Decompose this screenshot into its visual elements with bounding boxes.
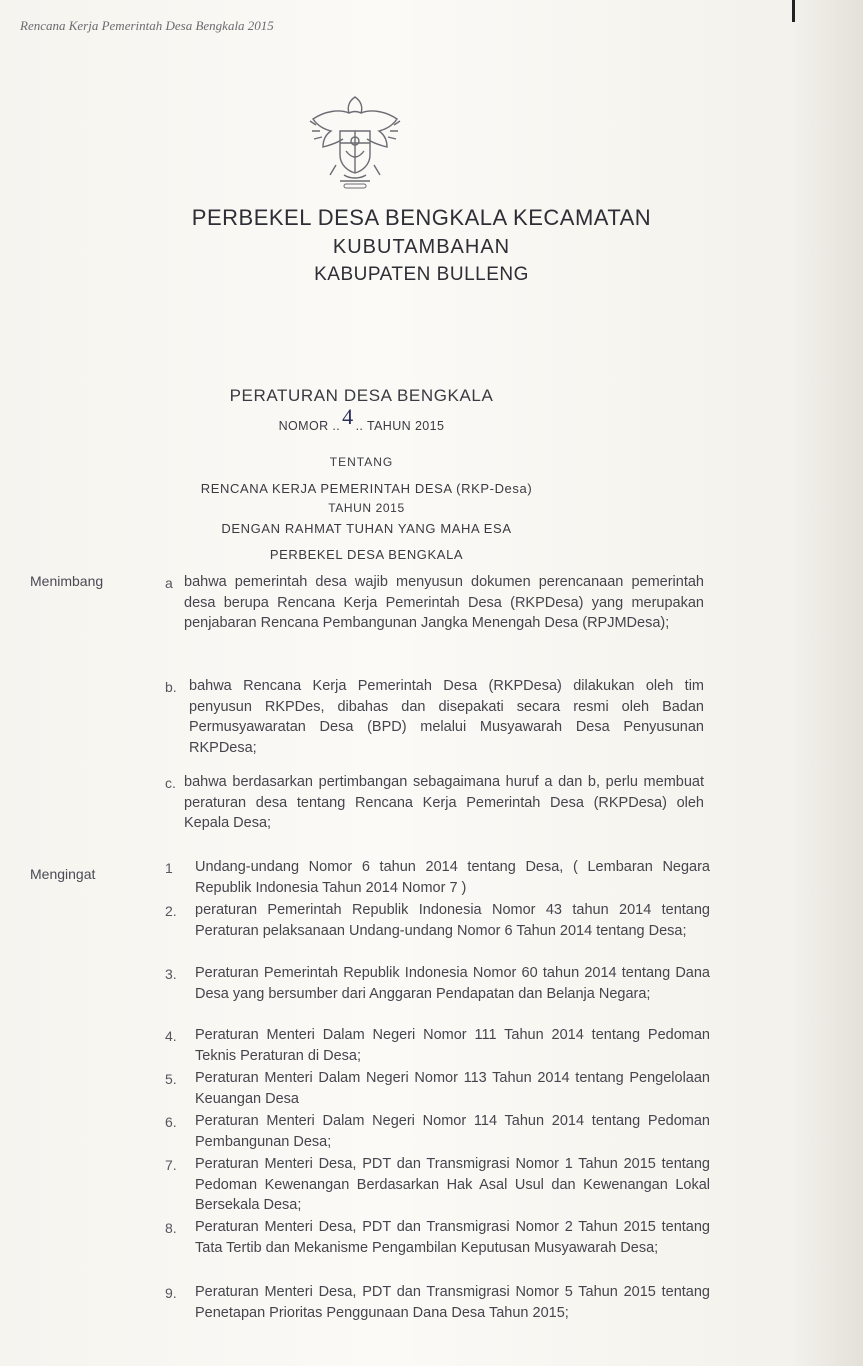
scan-corner-mark (792, 0, 795, 22)
regulation-subject: RENCANA KERJA PEMERINTAH DESA (RKP-Desa) (200, 481, 533, 496)
item-marker: 9. (165, 1285, 177, 1301)
heading-line-1: PERBEKEL DESA BENGKALA KECAMATAN (191, 205, 652, 230)
item-marker: 4. (165, 1028, 177, 1044)
item-marker: 7. (165, 1157, 177, 1173)
running-header: Rencana Kerja Pemerintah Desa Bengkala 2015 (20, 18, 274, 33)
item-marker: 8. (165, 1220, 177, 1236)
regulation-title: PERATURAN DESA BENGKALA (229, 386, 494, 405)
item-marker: a (165, 575, 173, 591)
item-text: Peraturan Menteri Desa, PDT dan Transmigrasi Nomor 5 Tahun 2015 tentang Penetapan Prioritas Penggunaan Dana Desa Tahun 2015; (195, 1284, 710, 1321)
regulation-year: TAHUN 2015 (328, 501, 405, 515)
item-text: bahwa pemerintah desa wajib menyusun dokumen perencanaan pemerintah desa berupa Rencana Kerja Pemerintah Desa (RKPDesa) yang merupakan penjabaran Rencana Pembangunan Jangka Menengah Desa (RPJMDesa); (184, 574, 704, 631)
rahmat-line: DENGAN RAHMAT TUHAN YANG MAHA ESA (221, 521, 512, 536)
item-text: Peraturan Menteri Dalam Negeri Nomor 114 Tahun 2014 tentang Pedoman Pembangunan Desa; (195, 1113, 710, 1150)
item-text: bahwa berdasarkan pertimbangan sebagaimana huruf a dan b, perlu membuat peraturan desa tentang Rencana Kerja Pemerintah Desa (RKPDesa) oleh Kepala Desa; (184, 774, 704, 831)
item-marker: 3. (165, 966, 177, 982)
item-text: Peraturan Menteri Desa, PDT dan Transmigrasi Nomor 1 Tahun 2015 tentang Pedoman Kewenangan Berdasarkan Hak Asal Usul dan Kewenangan Lokal Bersekala Desa; (195, 1156, 710, 1213)
garuda-emblem-icon (300, 85, 410, 195)
item-marker: 2. (165, 903, 177, 919)
item-marker: b. (165, 679, 177, 695)
nomor-handwritten-value: 4 (342, 404, 354, 429)
item-text: bahwa Rencana Kerja Pemerintah Desa (RKPDesa) dilakukan oleh tim penyusun RKPDes, dibahas dan disepakati secara resmi oleh Badan Permusyawaratan Desa (BPD) melalui Musyawarah Desa Penyusunan RKPDesa; (189, 678, 704, 756)
item-text: Peraturan Menteri Dalam Negeri Nomor 113 Tahun 2014 tentang Pengelolaan Keuangan Desa (195, 1070, 710, 1107)
regulation-number (0, 404, 793, 436)
item-marker: c. (165, 775, 176, 791)
item-text: Peraturan Menteri Desa, PDT dan Transmigrasi Nomor 2 Tahun 2015 tentang Tata Tertib dan Mekanisme Pengambilan Keputusan Musyawarah Desa; (195, 1219, 710, 1256)
item-marker: 1 (165, 860, 173, 876)
heading-line-3: KABUPATEN BULLENG (314, 264, 529, 285)
item-text: Undang-undang Nomor 6 tahun 2014 tentang Desa, ( Lembaran Negara Republik Indonesia Tahun 2014 Nomor 7 ) (195, 859, 710, 896)
item-text: Peraturan Pemerintah Republik Indonesia Nomor 60 tahun 2014 tentang Dana Desa yang bersumber dari Anggaran Pendapatan dan Belanja Negara; (195, 965, 710, 1002)
tentang-heading: TENTANG (329, 455, 394, 469)
nomor-suffix: .. TAHUN 2015 (355, 419, 445, 433)
item-marker: 5. (165, 1071, 177, 1087)
menimbang-label: Menimbang (30, 573, 104, 589)
mengingat-label: Mengingat (30, 866, 96, 882)
perbekel-line: PERBEKEL DESA BENGKALA (269, 547, 464, 562)
heading-line-2: KUBUTAMBAHAN (332, 236, 511, 258)
item-marker: 6. (165, 1114, 177, 1130)
item-text: peraturan Pemerintah Republik Indonesia Nomor 43 tahun 2014 tentang Peraturan pelaksanaan Undang-undang Nomor 6 Tahun 2014 tentang Desa; (195, 902, 710, 939)
nomor-prefix: NOMOR .. (278, 419, 341, 433)
item-text: Peraturan Menteri Dalam Negeri Nomor 111 Tahun 2014 tentang Pedoman Teknis Peraturan di Desa; (195, 1027, 710, 1064)
